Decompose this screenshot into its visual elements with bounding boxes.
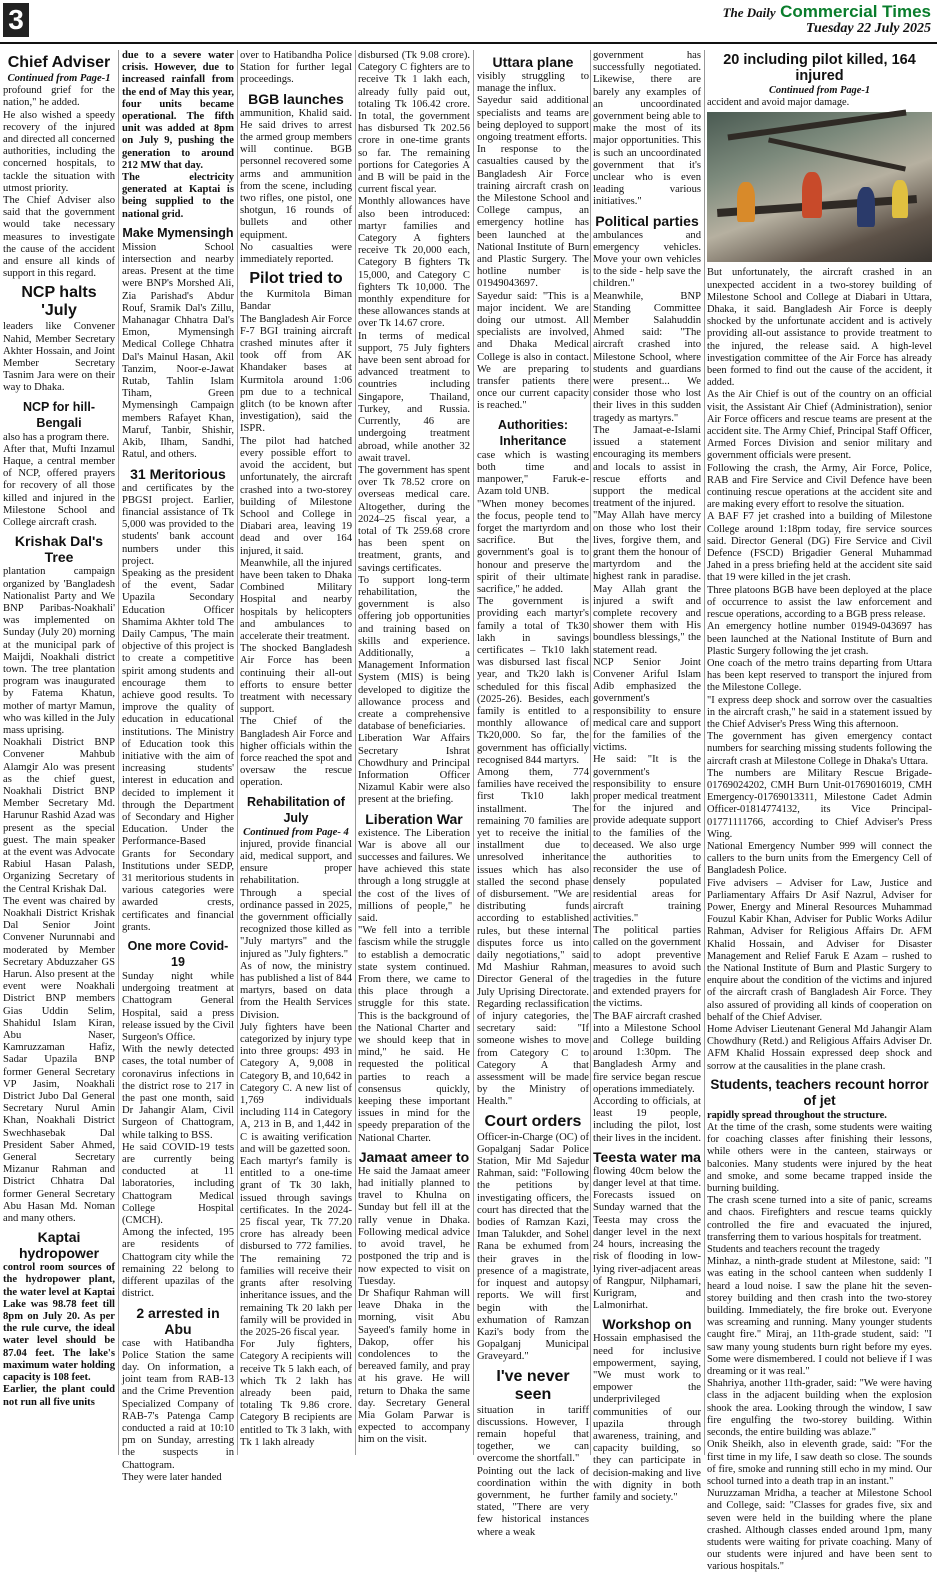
paragraph: Speaking as the president of the event, Sadar Upazila Secondary Education Officer Shamima Akhter told The Daily Campus, 'The main objective of this project is to create a competitive spirit among students and encourage them to achieve good results. To improve the quality of education in educational institutions. The Ministry of Education took this initiative with the aim of increasing students' interest in education and decided to implement it through the Department of Secondary and Higher Education. Under the Performance-Based Grants for Secondary Institutions under SEDP, 31 meritorious students in various categories were awarded crests, certificates and financial grants. <box>122 567 234 933</box>
column-1 <box>3 50 115 1455</box>
paragraph: Mission School intersection and nearby areas. Present at the time were BNP's Morshed Ali, Zia Parishad's Abdur Rouf, Sramik Dal's Zillu, Mahanagar Chhatra Dal's Emon, Mymensingh Medical College Chhatra Dal's Mainul Hasan, Akil Tanzim, Noor-e-Jawat Rutab, Tahlin Islam Tiham, Green Mymensingh Campaign members Rafayet Khan, Maruf, Tanbir, Shishir, Akib, Ilham, Sandhi, Ratul, and others. <box>122 241 234 461</box>
paragraph: "When money becomes the focus, people tend to forget the martyrdom and sacrifice. But the government's goal is to honour and preserve the spirit of their ultimate sacrifice," he added. <box>477 498 589 595</box>
column-5 <box>477 50 589 1538</box>
column-divider <box>355 50 356 1455</box>
paragraph: For July fighters, Category A recipients will receive Tk 5 lakh each, of which Tk 2 lakh has already been paid, totaling Tk 9.86 crore. Category B recipients are entitled to Tk 3 lakh, with Tk 1 lakh already <box>240 1339 352 1448</box>
column-divider <box>704 50 705 1455</box>
page-header <box>0 0 937 46</box>
paragraph: ambulances and emergency vehicles. Move your own vehicles to the side - help save the children." <box>593 229 701 290</box>
paragraph: Pointing out the lack of coordination within the government, he further stated, "There are very few historical instances where a weak <box>477 1465 589 1538</box>
headline-students-teachers: Students, teachers recount horror of jet <box>710 1076 929 1108</box>
headline-kaptai: Kaptai hydropower <box>18 1229 100 1262</box>
paragraph: "I express deep shock and sorrow over the casualties in the aircraft crash," he said in a statement issued by the Chief Adviser's Press Wing this afternoon. <box>707 694 932 730</box>
header-rule <box>0 42 937 44</box>
paragraph: Dr Shafiqur Rahman will leave Dhaka in the morning, visit Abu Sayeed's family home in Dakop, offer his condolences to the bereaved family, and pray at his grave. He will return to Dhaka the same day. Secretary General Mia Golam Parwar is expected to accompany him on the visit. <box>358 1287 470 1446</box>
column-divider <box>237 50 238 1455</box>
paragraph: leaders like Convener Nahid, Member Secretary Akhter Hossain, and Joint Member Secretary Tasnim Jara were on their way to Dhaka. <box>3 321 115 394</box>
continued-note: Continued from Page- 4 <box>243 826 349 838</box>
paragraph: Students and teachers recount the tragedy <box>707 1244 880 1256</box>
paragraph: He said the Jamaat ameer had initially planned to travel to Khulna on Sunday but fell ill at the rally venue in Dhaka. Following medical advice to avoid travel, he postponed the trip and is now expected to visit on Tuesday. <box>358 1165 470 1287</box>
headline-bgb: BGB launches <box>248 90 344 107</box>
headline-krishak-dal: Krishak Dal's Tree <box>14 533 104 566</box>
paragraph: The electricity generated at Kaptai is being supplied to the national grid. <box>122 172 234 220</box>
paragraph: The Chief Adviser also said that the government would take necessary measures to investigate the cause of the accident and ensure all kinds of support in this regard. <box>3 195 115 280</box>
paragraph: plantation campaign organized by 'Bangladesh Nationalist Party and We BNP Paribas-Noakhali' was implemented on Sunday (July 20) morning at the municipal park of Maijdi, Noakhali district town. The tree plantation program was inaugurated by Fatema Khatun, mother of martyr Mamun, who was killed in the July mass uprising. <box>3 566 115 736</box>
paragraph: Earlier, the plant could not run all five units <box>3 1384 115 1408</box>
crash-site-photo <box>707 112 932 262</box>
paragraph: To support long-term rehabilitation, the government is also offering job opportunities and training based on skills and experience. Additionally, a Management Information System (MIS) is being developed to digitize the allowance process and create a comprehensive database of beneficiaries. <box>358 574 470 733</box>
paragraph: Officer-in-Charge (OC) of Gopalganj Sadar Police Station, Mir Md Sajedur Rahman, said: "Following the petitions by investigating officers, the court has directed that the bodies of Ramzan Kazi, Iman Talukder, and Sohel Rana be exhumed from their graves in the presence of a magistrate, for inquest and autopsy reports. We will first begin with the exhumation of Ramzan Kazi's body from the Gopalganj Municipal Graveyard." <box>477 1131 589 1363</box>
headline-court-orders: Court orders <box>484 1112 582 1130</box>
paragraph: They were later handed <box>122 1471 222 1483</box>
masthead <box>723 2 931 37</box>
paragraph: The pilot had hatched every possible effort to avoid the accident, but unfortunately, the aircraft crashed into a two-storey building of Milestone School and College in Diabari area, leaving 19 dead and over 164 injured, it said. <box>240 435 352 557</box>
paragraph: injured, provide financial aid, medical support, and ensure proper rehabilitation. <box>240 838 352 887</box>
paragraph: Nuruzzaman Mridha, a teacher at Milestone School and College, said: "Classes for grades five, six and seven were held in the building where the plane crashed. Although classes ended around 1pm, many students were waiting for private coaching. Many of our students were injured and have been sent to various hospitals." <box>707 1488 932 1573</box>
headline-never-seen: I've never seen <box>496 1367 570 1403</box>
paragraph: Noakhali District BNP Convener Mahbub Alamgir Alo was present as the chief guest, Noakhali District BNP Member Secretary Md. Harunur Rashid Azad was present as the special guest. The main speaker at the event was Advocate Rabiul Hasan Palash, Organizing Secretary of the Central Krishak Dal. <box>3 737 115 895</box>
paragraph: He also wished a speedy recovery of the injured and directed all concerned authorities, including the concerned hospitals, to tackle the situation with utmost priority. <box>3 109 115 194</box>
paragraph: The Bangladesh Air Force F-7 BGI training aircraft crashed minutes after it took off from AK Khandaker bases at Kurmitola around 1:06 pm due to a technical glitch (to be known after investigation), said the ISPR. <box>240 313 352 435</box>
paragraph: Among them, 774 families have received the first Tk10 lakh installment. The remaining 70 families are yet to receive the initial installment due to unresolved inheritance issues which has also stalled the second phase of disbursement. "We are distributing funds according to established rules, but these internal disputes force us into daily negotiations," said Md Mashiur Rahman, Director General of the July Uprising Directorate. Regarding reclassification of injury categories, the secretary said: "If someone wishes to move from Category C to Category A that assessment will be made by the Ministry of Health." <box>477 766 589 1108</box>
headline-mymensingh: Make Mymensingh <box>122 225 234 240</box>
paragraph: Monthly allowances have also been introduced: martyr families and Category A fighters receive Tk 20,000 each, Category B fighters Tk 15,000, and Category C fighters Tk 10,000. The monthly expenditure for these allowances stands at over Tk 14.67 crore. <box>358 196 470 330</box>
paragraph: the Kurmitola Biman Bandar <box>240 289 352 313</box>
paragraph: Each martyr's family is entitled to a one-time grant of Tk 30 lakh, issued through savings certificates. In the 2024-25 fiscal year, Tk 77.20 crore has already been disbursed to 772 families. The remaining 72 families will receive their grants after resolving inheritance issues, and the remaining Tk 20 lakh per family will be provided in the 2025-26 fiscal year. <box>240 1156 352 1338</box>
column-3 <box>240 50 352 1455</box>
paragraph: Onik Sheikh, also in eleventh grade, said: "For the first time in my life, I saw death so close. The sounds of fire, smoke and running still echo in my mind. Our school turned into a death trap in an instant." <box>707 1439 932 1487</box>
paragraph: The Chief of the Bangladesh Air Force and higher officials within the force reached the spot and oversaw the rescue operation. <box>240 716 352 789</box>
paragraph: "We fell into a terrible fascism while the struggle to establish a democratic state system continued. From there, we came to this place through a struggle for this state. This is the background of the National Charter and we should keep that in mind," he said. He requested the political parties to reach a consensus quickly, keeping these important issues in mind for the speedy preparation of the National Charter. <box>358 925 470 1144</box>
paragraph: The numbers are Military Rescue Brigade-01769024202, CMH Burn Unit-01769016019, CMH Emergency-01769013311, Milestone Cadet Admin Officer-01814774132, its Vice Principal-01771111766, according to Chief Adviser's Press Wing. <box>707 767 932 840</box>
paragraph: Home Adviser Lieutenant General Md Jahangir Alam Chowdhury (Retd.) and Religious Affairs Adviser Dr. AFM Khalid Hossain expressed deep shock and sorrow at the causalities in the plane crash. <box>707 1024 932 1072</box>
paragraph: Meanwhile, all the injured have been taken to Dhaka Combined Military Hospital and nearby hospitals by helicopters and ambulances to accelerate their treatment. <box>240 557 352 642</box>
paragraph: government has successfully negotiated. Likewise, there are barely any examples of an uncoordinated government being able to make the most of its major opportunities. This is such an uncoordinated government that it's unclear who is even leading various initiatives." <box>593 50 701 208</box>
paragraph: and certificates by the PBGSI project. Earlier, financial assistance of Tk 5,000 was provided to the students' bank account numbers under this project. <box>122 482 234 567</box>
paragraph: rapidly spread throughout the structure. <box>707 1109 887 1121</box>
paragraph: According to officials, at least 19 people, including the pilot, lost their lives in the incident. <box>593 1096 701 1144</box>
paragraph: July fighters have been categorized by injury type into three groups: 493 in Category A, 9,008 in Category B, and 10,642 in Category C. A new list of 1,769 individuals including 114 in Category A, 213 in B, and 1,442 in C is awaiting verification and will be gazetted soon. <box>240 1021 352 1155</box>
column-4 <box>358 50 470 1455</box>
paragraph: profound grief for the nation," he added. <box>3 85 115 109</box>
headline-chief-adviser: Chief Adviser <box>7 54 111 71</box>
paragraph: The government has spent over Tk 78.52 crore on overseas medical care. Altogether, during the 2024–25 fiscal year, a total of Tk 259.68 crore has been spent on treatment, grants, and savings certificates. <box>358 464 470 574</box>
paragraph: He said: "It is the government's responsibility to ensure proper medical treatment for the injured and provide adequate support to the families of the deceased. We also urge the authorities to reconsider the use of densely populated residential areas for aircraft training activities." <box>593 754 701 925</box>
paragraph: accident and avoid major damage. <box>707 97 850 109</box>
masthead-brand: Commercial Times <box>780 2 931 21</box>
headline-meritorious: 31 Meritorious <box>130 465 226 482</box>
headline-ncp-hill: NCP for hill-Bengali <box>23 399 95 430</box>
issue-date: Tuesday 22 July 2025 <box>805 21 931 36</box>
headline-teesta: Teesta water ma <box>593 1148 701 1165</box>
paragraph: The Jamaat-e-Islami issued a statement encouraging its members and locals to assist in rescue efforts and support the medical treatment of the injured. <box>593 424 701 510</box>
paragraph: Among the infected, 195 are residents of Chattogram city while the remaining 22 belong to different upazilas of the district. <box>122 1227 234 1300</box>
paragraph: Sayedur said additional specialists and teams are being deployed to support ongoing treatment efforts. <box>477 95 589 144</box>
paragraph: NCP Senior Joint Convener Ariful Islam Adib emphasized the government's responsibility to ensure medical care and support for the families of the victims. <box>593 656 701 754</box>
paragraph: National Emergency Number 999 will connect the callers to the burn units from the Emergency Cell of Bangladesh Police. <box>707 840 932 877</box>
paragraph: Sunday night while undergoing treatment at Chattogram General Hospital, said a press release issued by the Civil Surgeon's Office. <box>122 971 234 1044</box>
paragraph: "May Allah have mercy on those who lost their lives, forgive them, and grant them the honour of martyrdom and the highest rank in paradise. May Allah grant the injured a swift and complete recovery and shower them with His boundless blessings," the statement read. <box>593 510 701 656</box>
paragraph: Sayedur said: "This is a major incident. We are doing our utmost. All specialists are involved, and Dhaka Medical College is also in contact. We are preparing to transfer patients there once our current capacity is reached." <box>477 290 589 412</box>
headline-uttara-plane: Uttara plane <box>492 54 574 70</box>
paragraph: flowing 40cm below the danger level at that time. Forecasts issued on Sunday warned that the Teesta may cross the danger level in the next 24 hours, increasing the risk of flooding in low-lying river-adjacent areas of Rangpur, Nilphamari, Kurigram, and Lalmonirhat. <box>593 1165 701 1312</box>
paragraph: But unfortunately, the aircraft crashed in an unexpected accident in a two-storey building of Milestone School and College at Diabari in Uttara, Dhaka, it said. Bangladesh Air Force is deeply shocked by the unfortunate accident and is actively providing all-out assistance to provide treatment to the injured, the release said. A high-level investigation committee of the Air Force has already been formed to find out the cause of the accident, it added. <box>707 267 932 389</box>
paragraph: The government has given emergency contact numbers for searching missing students following the aircraft crash at Milestone College in Dhaka's Uttara. <box>707 731 932 767</box>
paragraph: As of now, the ministry has published a list of 844 martyrs, based on data from the Health Services Division. <box>240 960 352 1021</box>
headline-pilot-killed: 20 including pilot killed, 164 injured <box>723 52 916 84</box>
paragraph: ammunition, Khalid said. He said drives to arrest the armed group members will continue. BGB personnel recovered some arms and ammunition from the scene, including two rifles, one pistol, one shotgun, 16 rounds of bullets and other equipment. <box>240 107 352 241</box>
continued-note: Continued from Page-1 <box>7 73 111 84</box>
photo-debris <box>768 138 906 172</box>
headline-rehabilitation: Rehabilitation of July <box>247 794 345 825</box>
paragraph: due to a severe water crisis. However, due to increased rainfall from the end of May this year, four units became operational. The fifth unit was added at 8pm on July 9, pushing the generation to around 212 MW that day. <box>122 50 234 171</box>
paragraph: disbursed (Tk 9.08 crore). Category C fighters are to receive Tk 1 lakh each, already fully paid out, totaling Tk 106.42 crore. In total, the government has disbursed Tk 202.56 crore in one-time grants so far. The remaining portions for Categories A and B will be paid in the current fiscal year. <box>358 50 470 196</box>
paragraph: Following the crash, the Army, Air Force, Police, RAB and Fire Service and Civil Defence have been continuing rescue operations at the accident site and are making every effort to resolve the situation. <box>707 462 932 511</box>
photo-rescuer <box>737 182 755 222</box>
paragraph: visibly struggling to manage the influx. <box>477 71 589 95</box>
paragraph: over to Hatibandha Police Station for further legal proceedings. <box>240 50 352 86</box>
headline-jamaat-ameer: Jamaat ameer to <box>358 1148 470 1165</box>
paragraph: The BAF aircraft crashed into a Milestone School and College building around 1:30pm. The Bangladesh Army and fire service began rescue operations immediately. <box>593 1010 701 1095</box>
column-6 <box>593 50 701 1503</box>
headline-political-parties: Political parties <box>595 212 699 229</box>
paragraph: Three platoons BGB have been deployed at the place of occurrence to assist the law enforcement and rescue operations, according to a BGB press release. <box>707 584 932 621</box>
column-divider <box>118 50 119 1455</box>
paragraph: As the Air Chief is out of the country on an official visit, the Assistant Air Chief (Administration), senior Air Force officers and rescue teams are present at the accident site. The Army Chief, Principal Staff Officer, Armed Forces Division and senior military and government officials were present. <box>707 389 932 462</box>
photo-rescuer <box>857 187 875 227</box>
page-number: 3 <box>3 3 29 37</box>
photo-debris <box>727 110 906 141</box>
paragraph: case with Hatibandha Police Station the same day. On information, a joint team from RAB-13 and the Crime Prevention Specialized Company of RAB-7's Patenga Camp conducted a raid at 10:10 pm on Sunday, arresting the suspects in Chattogram. <box>122 1337 234 1471</box>
paragraph: In response to the casualties caused by the Bangladesh Air Force training aircraft crash on the Milestone School and College campus, an emergency hotline has been launched at the National Institute of Burn and Plastic Surgery. The hotline number is 01949043697. <box>477 144 589 290</box>
paragraph: case which is wasting both time and manpower," Faruk-e-Azam told UNB. <box>477 449 589 498</box>
paragraph: After that, Mufti Inzamul Haque, a central member of NCP, offered prayers for recovery of all those killed and injured in the Milestone School and College aircraft crash. <box>3 443 115 529</box>
paragraph: Minhaz, a ninth-grade student at Milestone, said: "I was eating in the school canteen when suddenly I heard a loud noise. I saw the plane hit the seven-storey building and then crash into the two-storey building. Immediately, the fire broke out. Everyone was screaming and running. Many younger students caught fire." Miraj, an 11th-grade student, said: "I saw many young students burn right before my eyes. Some were dismembered. I could not believe if I was dreaming or it was real." <box>707 1256 932 1378</box>
paragraph: Hossain emphasised the need for inclusive empowerment, saying, "We must work to empower the underprivileged communities of our upazila through awareness, training, and capacity building, so they can participate in decision-making and live with dignity in both family and society." <box>593 1333 701 1503</box>
paragraph: Five advisers – Adviser for Law, Justice and Parliamentary Affairs Dr Asif Nazrul, Adviser for Power, Energy and Mineral Resources Muhammad Fouzul Kabir Khan, Adviser for Public Works Adilur Rahman, Adviser for Religious Affairs Dr. AFM Khalid Hossain, and Adviser for Disaster Management and Relief Faruk E Azam – rushed to the National Institute of Burn and Plastic Surgery to enquire about the condition of the victims and injured of the aircraft crash of Bangladesh Air Force. They also assured of providing all kinds of cooperation on behalf of the Chief Adviser. <box>707 877 932 1023</box>
headline-covid: One more Covid-19 <box>127 939 229 970</box>
headline-arrested: 2 arrested in Abu <box>136 1304 220 1337</box>
headline-liberation-war: Liberation War <box>365 810 463 827</box>
headline-workshop: Workshop on <box>602 1316 692 1333</box>
photo-rescuer <box>802 172 822 218</box>
paragraph: Shahriya, another 11th-grader, said: "We were having class in the adjacent building when the explosion shook the area. Looking through the window, I saw fire engulfing the two-storey building. Within seconds, the entire building was ablaze." <box>707 1378 932 1439</box>
column-2 <box>122 50 234 1483</box>
photo-rescuer <box>892 180 908 218</box>
column-7 <box>707 50 932 1573</box>
paragraph: One coach of the metro trains departing from Uttara has been kept reserved to transport the injured from the Milestone College. <box>707 657 932 694</box>
paragraph: existence. The Liberation War is above all our successes and failures. We have achieved this state through a long struggle at the cost of the lives of millions of people," he said. <box>358 827 470 925</box>
column-divider <box>590 50 591 1455</box>
paragraph: also has a program there. <box>3 431 110 443</box>
paragraph: Through a special ordinance passed in 2025, the government officially recognized those killed as "July martyrs" and the injured as "July fighters." <box>240 887 352 960</box>
headline-authorities: Authorities: Inheritance <box>497 417 569 448</box>
paragraph: Meanwhile, BNP Standing Committee Member Salahuddin Ahmed said: "The aircraft crashed into Milestone School, where students and guardians were present... We consider those who lost their lives in this sudden tragedy as martyrs." <box>593 290 701 424</box>
headline-ncp-halts: NCP halts 'July <box>21 284 97 320</box>
paragraph: The political parties called on the government to adopt preventive measures to avoid such tragedies in the future and extended prayers for the victims. <box>593 925 701 1010</box>
paragraph: The shocked Bangladesh Air Force has been continuing their all-out efforts to ensure better treatment with necessary support. <box>240 643 352 716</box>
paragraph: The government is providing each martyr's family a total of Tk30 lakh in savings certificates – Tk10 lakh was disbursed last fiscal year, and Tk20 lakh is scheduled for this fiscal (2025-26). Besides, each family is entitled to a monthly allowance of Tk20,000. So far, the government has officially recognised 844 martyrs. <box>477 596 589 766</box>
paragraph: A BAF F7 jet crashed into a building of Milestone College around 1:18pm today, fire service sources said. Director General (DG) Fire Service and Civil Defence (FSCD) Brigadier General Muhammad Jahed in a press briefing held at the accident site said that 19 were killed in the jet crash. <box>707 511 932 584</box>
paragraph: Liberation War Affairs Secretary Ishrat Chowdhury and Principal Information Officer Nizamul Kabir were also present at the briefing. <box>358 733 470 806</box>
paragraph: The crash scene turned into a site of panic, screams and chaos. Firefighters and rescue teams quickly controlled the fire and evacuated the injured, transferring them to various hospitals for treatment. <box>707 1195 932 1243</box>
paragraph: situation in tariff discussions. However, I remain hopeful that together, we can overcome the shortfall." <box>477 1404 589 1465</box>
headline-pilot: Pilot tried to <box>249 270 343 288</box>
paragraph: An emergency hotline number 01949-043697 has been launched at the National Institute of Burn and Plastic Surgery following the jet crash. <box>707 621 932 657</box>
paragraph: No casualties were immediately reported. <box>240 241 352 266</box>
paragraph: In terms of medical support, 75 July fighters have been sent abroad for advanced treatment to countries including Singapore, Thailand, Turkey, and Russia. Currently, 46 are undergoing treatment abroad, while another 32 await travel. <box>358 330 470 464</box>
paragraph: With the newly detected cases, the total number of coronavirus infections in the district rose to 217 in the past one month, said Dr Jahangir Alam, Civil Surgeon of Chattogram, while talking to BSS. <box>122 1044 234 1141</box>
paragraph: He said COVID-19 tests are currently being conducted at 11 laboratories, including Chattogram Medical College Hospital (CMCH). <box>122 1141 234 1227</box>
continued-note: Continued from Page-1 <box>768 85 871 96</box>
paragraph: At the time of the crash, some students were waiting for coaching classes after finishing their lessons, while others were in the canteen, stairways or balconies. Many students were injured by the heat and smoke, and some became trapped inside the burning building. <box>707 1122 932 1195</box>
masthead-the-daily: The Daily <box>722 5 776 20</box>
paragraph: control room sources of the hydropower plant, the water level at Kaptai Lake was 98.78 feet till 8pm on July 20. As per the rule curve, the ideal water level should be 87.04 feet. The lake's maximum water holding capacity is 108 feet. <box>3 1262 115 1384</box>
column-divider <box>473 50 474 1455</box>
paragraph: The event was chaired by Noakhali District Krishak Dal Senior Joint Convener Nurunnabi and moderated by Member Secretary Abduzzaher GS Harun. Also present at the event were Noakhali District BNP members Gias Uddin Selim, Shahidul Islam Kiran, Abu Naser, Kamruzzaman Hafiz, Sadar Upazila BNP former General Secretary VP Jasim, Noakhali District Jubo Dal General Secretary Nurul Amin Khan, Noakhali District Swechhasebak Dal President Saber Ahmed, General Secretary Mizanur Rahman and District Chhatra Dal former General Secretary Abu Hasan Md. Noman and many others. <box>3 895 115 1225</box>
